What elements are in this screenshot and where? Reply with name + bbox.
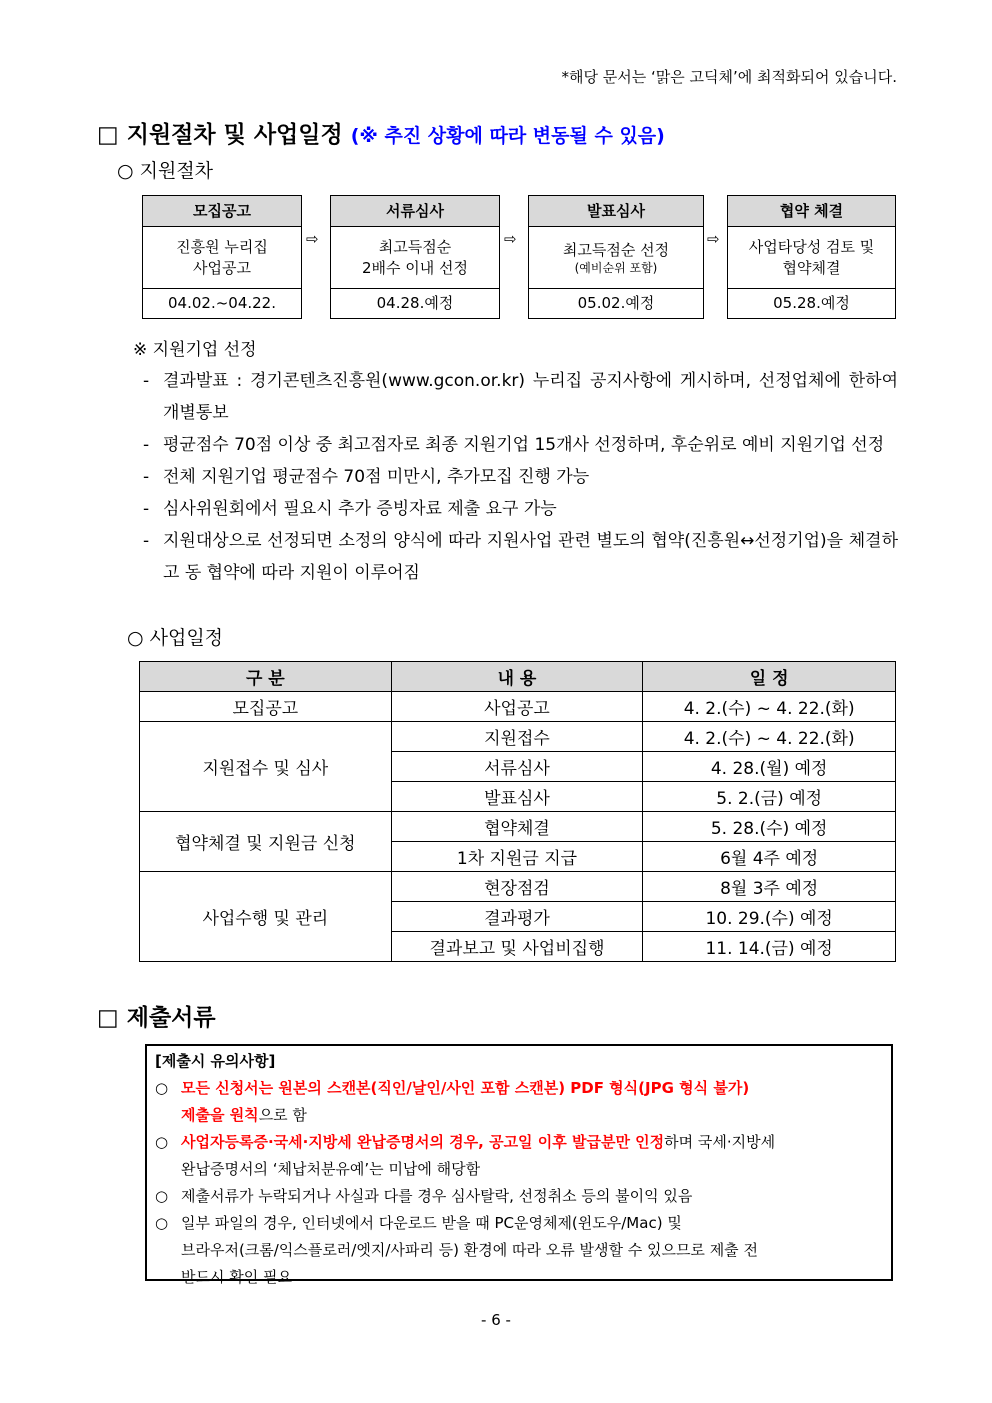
schedule-subtitle: ○ 사업일정 — [127, 627, 224, 649]
group-cell: 협약체결 및 지원금 신청 — [140, 812, 392, 872]
notice-item: ○ 일부 파일의 경우, 인터넷에서 다운로드 받을 때 PC운영체제(윈도우/Mac) 및 — [155, 1214, 682, 1232]
schedule-table — [139, 661, 896, 962]
step-body: 사업타당성 검토 및 협약체결 — [728, 227, 895, 289]
page-number: - 6 - — [481, 1311, 511, 1329]
notice-item-continued: 제출을 원칙으로 함 — [181, 1106, 307, 1124]
step-body: 최고득점순 선정 (예비순위 포함) — [529, 227, 703, 289]
step-body: 최고득점순 2배수 이내 선정 — [331, 227, 499, 289]
notice-item-continued: 반드시 확인 필요 — [181, 1268, 292, 1286]
date-cell: 5. 28.(수) 예정 — [643, 812, 896, 842]
date-cell: 6월 4주 예정 — [643, 842, 896, 872]
notice-item-continued: 완납증명서의 ‘체납처분유예’는 미납에 해당함 — [181, 1160, 481, 1178]
content-cell: 서류심사 — [391, 752, 643, 782]
selection-title: ※ 지원기업 선정 — [133, 340, 257, 360]
optimization-note: *해당 문서는 ‘맑은 고딕체’에 최적화되어 있습니다. — [561, 68, 897, 86]
content-cell: 현장점검 — [391, 872, 643, 902]
step-box-document-review — [330, 195, 500, 319]
content-cell: 지원접수 — [391, 722, 643, 752]
group-cell: 모집공고 — [140, 692, 392, 722]
section-title-text: □ 지원절차 및 사업일정 — [97, 122, 343, 148]
step-box-presentation — [528, 195, 704, 319]
column-header: 일 정 — [643, 662, 896, 692]
step-header: 협약 체결 — [728, 196, 895, 227]
section-title-procedure — [97, 116, 665, 149]
step-header: 발표심사 — [529, 196, 703, 227]
step-date: 04.02.~04.22. — [168, 294, 276, 312]
notice-title: [제출시 유의사항] — [155, 1052, 276, 1070]
table-row — [140, 692, 896, 722]
step-date: 05.28.예정 — [773, 294, 850, 312]
selection-bullets — [143, 365, 898, 589]
column-header: 내 용 — [391, 662, 643, 692]
step-header: 모집공고 — [143, 196, 301, 227]
date-cell: 11. 14.(금) 예정 — [643, 932, 896, 962]
list-item: - 지원대상으로 선정되면 소정의 양식에 따라 지원사업 관련 별도의 협약(진흥원↔선정기업)을 체결하고 동 협약에 따라 지원이 이루어짐 — [143, 531, 898, 583]
content-cell: 결과보고 및 사업비집행 — [391, 932, 643, 962]
date-cell: 4. 2.(수) ~ 4. 22.(화) — [643, 692, 896, 722]
date-cell: 10. 29.(수) 예정 — [643, 902, 896, 932]
list-item: - 평균점수 70점 이상 중 최고점자로 최종 지원기업 15개사 선정하며, 후순위로 예비 지원기업 선정 — [143, 435, 885, 455]
notice-item: ○ 사업자등록증·국세·지방세 완납증명서의 경우, 공고일 이후 발급분만 인정하며 국세·지방세 — [155, 1133, 776, 1151]
list-item: - 심사위원회에서 필요시 추가 증빙자료 제출 요구 가능 — [143, 499, 557, 519]
submission-notice-box — [145, 1044, 893, 1286]
notice-item: ○ 모든 신청서는 원본의 스캔본(직인/날인/사인 포함 스캔본) PDF 형식(JPG 형식 불가) — [155, 1079, 750, 1097]
table-row — [140, 872, 896, 902]
list-item: - 결과발표 : 경기콘텐츠진흥원(www.gcon.or.kr) 누리집 공지사항에 게시하며, 선정업체에 한하여 개별통보 — [143, 371, 898, 423]
content-cell: 사업공고 — [391, 692, 643, 722]
step-box-recruit — [142, 195, 302, 319]
step-header: 서류심사 — [331, 196, 499, 227]
date-cell: 8월 3주 예정 — [643, 872, 896, 902]
step-body: 진흥원 누리집 사업공고 — [143, 227, 301, 289]
table-row — [140, 722, 896, 752]
group-cell: 지원접수 및 심사 — [140, 722, 392, 812]
content-cell: 결과평가 — [391, 902, 643, 932]
notice-item-continued: 브라우저(크롬/익스플로러/엣지/사파리 등) 환경에 따라 오류 발생할 수 있으므로 제출 전 — [181, 1241, 758, 1259]
date-cell: 4. 2.(수) ~ 4. 22.(화) — [643, 722, 896, 752]
arrow-icon: ⇨ — [707, 230, 720, 248]
arrow-icon: ⇨ — [504, 230, 517, 248]
step-date: 05.02.예정 — [577, 294, 655, 312]
step-box-agreement — [727, 195, 896, 319]
content-cell: 1차 지원금 지급 — [391, 842, 643, 872]
table-row — [140, 812, 896, 842]
step-date: 04.28.예정 — [376, 294, 454, 312]
content-cell: 협약체결 — [391, 812, 643, 842]
date-cell: 5. 2.(금) 예정 — [643, 782, 896, 812]
arrow-icon: ⇨ — [306, 230, 319, 248]
list-item: - 전체 지원기업 평균점수 70점 미만시, 추가모집 진행 가능 — [143, 467, 590, 487]
table-header-row — [140, 662, 896, 692]
notice-item: ○ 제출서류가 누락되거나 사실과 다를 경우 심사탈락, 선정취소 등의 불이익 있음 — [155, 1187, 693, 1205]
column-header: 구 분 — [140, 662, 392, 692]
section-title-documents: □ 제출서류 — [97, 1005, 216, 1031]
change-notice: (※ 추진 상황에 따라 변동될 수 있음) — [350, 125, 665, 147]
content-cell: 발표심사 — [391, 782, 643, 812]
date-cell: 4. 28.(월) 예정 — [643, 752, 896, 782]
procedure-subtitle: ○ 지원절차 — [117, 160, 214, 182]
group-cell: 사업수행 및 관리 — [140, 872, 392, 962]
